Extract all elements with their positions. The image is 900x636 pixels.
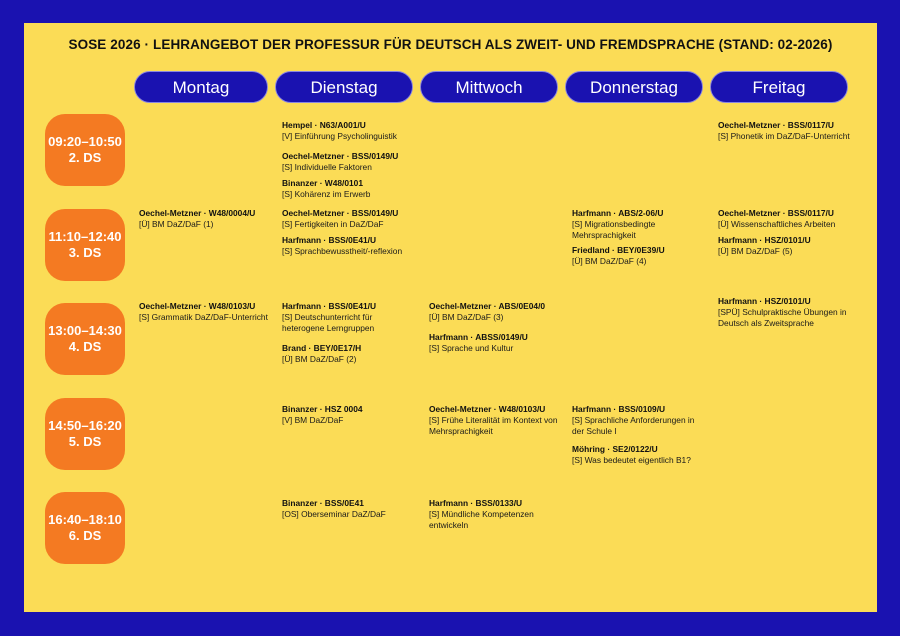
course-entry <box>282 301 397 334</box>
slot-time: 09:20–10:50 <box>48 134 122 149</box>
course-title: [V] Einführung Psycholinguistik <box>282 131 397 141</box>
course-entry <box>282 404 412 426</box>
course-entry <box>572 245 697 267</box>
slot-time: 14:50–16:20 <box>48 418 122 433</box>
course-title: [Ü] BM DaZ/DaF (4) <box>572 256 647 266</box>
course-title: [S] Sprachbewusstheit/-reflexion <box>282 246 403 256</box>
course-entry <box>282 151 412 173</box>
course-entry <box>718 120 858 142</box>
day-header-dienstag: Dienstag <box>275 71 413 103</box>
course-header: Oechel-Metzner · BSS/0117/U <box>718 208 834 218</box>
course-entry <box>282 208 412 230</box>
time-slot-6ds <box>45 492 125 564</box>
course-header: Harfmann · BSS/0E41/U <box>282 301 377 311</box>
course-title: [S] Frühe Literalität im Kontext von Mehrsprachigkeit <box>429 415 558 436</box>
day-header-freitag: Freitag <box>710 71 848 103</box>
course-header: Harfmann · HSZ/0101/U <box>718 235 811 245</box>
course-title: [S] Deutschunterricht für heterogene Lerngruppen <box>282 312 375 333</box>
time-slot-5ds <box>45 398 125 470</box>
course-entry <box>282 498 412 520</box>
slot-ds: 6. DS <box>68 528 102 543</box>
course-title: [V] BM DaZ/DaF <box>282 415 344 425</box>
course-title: [Ü] Wissenschaftliches Arbeiten <box>718 219 836 229</box>
course-header: Harfmann · BSS/0E41/U <box>282 235 377 245</box>
course-title: [Ü] BM DaZ/DaF (1) <box>139 219 214 229</box>
course-entry <box>282 178 412 200</box>
course-header: Oechel-Metzner · W48/0004/U <box>139 208 256 218</box>
course-header: Harfmann · BSS/0109/U <box>572 404 666 414</box>
course-entry <box>282 235 417 257</box>
slot-time: 13:00–14:30 <box>48 323 122 338</box>
course-header: Friedland · BEY/0E39/U <box>572 245 665 255</box>
course-entry <box>282 120 412 142</box>
course-title: [Ü] BM DaZ/DaF (3) <box>429 312 504 322</box>
slot-ds: 3. DS <box>68 245 102 260</box>
course-header: Möhring · SE2/0122/U <box>572 444 658 454</box>
course-entry <box>718 296 858 329</box>
course-title: [S] Was bedeutet eigentlich B1? <box>572 455 691 465</box>
course-title: [S] Migrationsbedingte Mehrsprachigkeit <box>572 219 656 240</box>
course-title: [S] Kohärenz im Erwerb <box>282 189 371 199</box>
day-header-mittwoch: Mittwoch <box>420 71 558 103</box>
course-entry <box>429 404 564 437</box>
course-entry <box>572 404 697 437</box>
course-entry <box>572 444 707 466</box>
page-title: SOSE 2026 · LEHRANGEBOT DER PROFESSUR FÜR DEUTSCH ALS ZWEIT- UND FREMDSPRACHE (STAND: 02-2026) <box>68 37 833 52</box>
course-header: Oechel-Metzner · BSS/0117/U <box>718 120 834 130</box>
course-header: Binanzer · HSZ 0004 <box>282 404 363 414</box>
course-entry <box>429 498 554 531</box>
course-header: Oechel-Metzner · W48/0103/U <box>429 404 546 414</box>
course-title: [S] Fertigkeiten in DaZ/DaF <box>282 219 384 229</box>
course-title: [S] Phonetik im DaZ/DaF-Unterricht <box>718 131 850 141</box>
course-title: [S] Individuelle Faktoren <box>282 162 372 172</box>
slot-ds: 4. DS <box>68 339 102 354</box>
course-entry <box>429 301 564 323</box>
course-entry <box>139 208 274 230</box>
course-header: Oechel-Metzner · ABS/0E04/0 <box>429 301 546 311</box>
course-title: [Ü] BM DaZ/DaF (5) <box>718 246 793 256</box>
course-title: [OS] Oberseminar DaZ/DaF <box>282 509 386 519</box>
course-title: [S] Sprache und Kultur <box>429 343 514 353</box>
course-title: [Ü] BM DaZ/DaF (2) <box>282 354 357 364</box>
course-entry <box>718 208 858 230</box>
slot-ds: 2. DS <box>68 150 102 165</box>
slot-time: 16:40–18:10 <box>48 512 122 527</box>
course-header: Binanzer · BSS/0E41 <box>282 498 364 508</box>
course-header: Harfmann · ABSS/0149/U <box>429 332 528 342</box>
course-header: Harfmann · ABS/2-06/U <box>572 208 664 218</box>
time-slot-2ds <box>45 114 125 186</box>
course-title: [SPÜ] Schulpraktische Übungen in Deutsch als Zweitsprache <box>718 307 847 328</box>
course-entry <box>572 208 697 241</box>
slot-time: 11:10–12:40 <box>48 229 122 244</box>
course-header: Hempel · N63/A001/U <box>282 120 366 130</box>
time-slot-4ds <box>45 303 125 375</box>
course-title: [S] Mündliche Kompetenzen entwickeln <box>429 509 534 530</box>
course-header: Binanzer · W48/0101 <box>282 178 363 188</box>
course-entry <box>282 343 412 365</box>
course-title: [S] Sprachliche Anforderungen in der Schule I <box>572 415 695 436</box>
course-title: [S] Grammatik DaZ/DaF-Unterricht <box>139 312 268 322</box>
course-header: Harfmann · HSZ/0101/U <box>718 296 811 306</box>
day-header-montag: Montag <box>134 71 268 103</box>
course-header: Oechel-Metzner · BSS/0149/U <box>282 151 399 161</box>
course-header: Oechel-Metzner · W48/0103/U <box>139 301 256 311</box>
course-entry <box>139 301 277 323</box>
course-header: Harfmann · BSS/0133/U <box>429 498 523 508</box>
day-header-donnerstag: Donnerstag <box>565 71 703 103</box>
course-entry <box>429 332 564 354</box>
schedule-poster <box>24 23 877 612</box>
course-header: Brand · BEY/0E17/H <box>282 343 362 353</box>
time-slot-3ds <box>45 209 125 281</box>
course-header: Oechel-Metzner · BSS/0149/U <box>282 208 399 218</box>
course-entry <box>718 235 858 257</box>
slot-ds: 5. DS <box>68 434 102 449</box>
